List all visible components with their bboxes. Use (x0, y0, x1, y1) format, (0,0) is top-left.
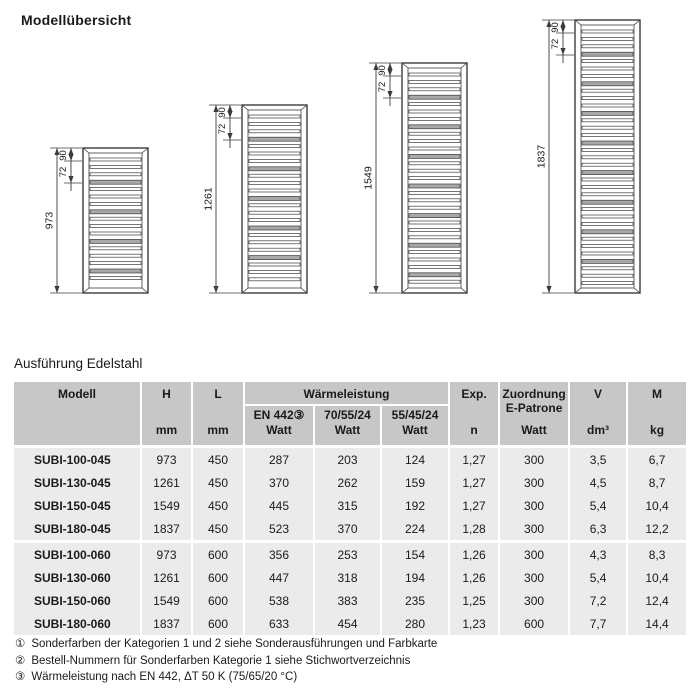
footnote-text: Sonderfarben der Kategorien 1 und 2 siehe Sonderausführungen und Farbkarte (31, 638, 438, 650)
cell-model: SUBI-150-060 (14, 589, 142, 612)
col-header-h: H (142, 382, 193, 423)
footnote-text: Wärmeleistung nach EN 442, ΔT 50 K (75/65/20 °C) (31, 671, 298, 683)
cell-e-patrone: 300 (500, 448, 570, 471)
mid-dim-label: 72 (550, 38, 561, 50)
footnote-mark: ① (15, 638, 26, 650)
cell-volume: 4,5 (570, 471, 628, 494)
cell-volume: 3,5 (570, 448, 628, 471)
table-row (14, 471, 686, 494)
cell-l: 600 (193, 566, 245, 589)
cell-watt-70-55-24: 262 (315, 471, 382, 494)
col-header-zuordnung (500, 382, 570, 423)
unit-en442: Watt (245, 423, 315, 448)
col-header-70-55-24: 70/55/24 (315, 406, 382, 423)
cell-l: 450 (193, 517, 245, 540)
mid-dim-label: 72 (377, 81, 388, 93)
cell-h: 1261 (142, 566, 193, 589)
radiator-svg (532, 17, 650, 298)
cell-model: SUBI-180-045 (14, 517, 142, 540)
cell-l: 600 (193, 540, 245, 566)
cell-watt-55-45-24: 224 (382, 517, 450, 540)
cell-watt-70-55-24: 383 (315, 589, 382, 612)
cell-h: 1837 (142, 612, 193, 635)
col-header-waermeleistung: Wärmeleistung (245, 382, 450, 406)
cell-watt-en442: 287 (245, 448, 315, 471)
height-dim-label: 973 (43, 211, 56, 230)
cell-model: SUBI-130-060 (14, 566, 142, 589)
cell-h: 973 (142, 448, 193, 471)
footnote-mark: ② (15, 654, 26, 667)
height-dim-label: 1261 (202, 187, 215, 211)
cell-exp: 1,26 (450, 566, 500, 589)
footnote (15, 653, 437, 670)
top-dim-label: 90 (58, 150, 69, 161)
cell-e-patrone: 300 (500, 517, 570, 540)
zuordnung-line2: E-Patrone (505, 401, 563, 415)
cell-watt-70-55-24: 253 (315, 540, 382, 566)
model-drawings (0, 0, 700, 330)
cell-h: 973 (142, 540, 193, 566)
footnote (15, 669, 437, 686)
cell-model: SUBI-130-045 (14, 471, 142, 494)
radiator-svg (359, 60, 477, 298)
top-dim-label: 90 (217, 107, 228, 118)
page-title: Modellübersicht (21, 12, 132, 28)
unit-h: mm (142, 423, 193, 448)
cell-watt-en442: 633 (245, 612, 315, 635)
model-overview-table (14, 382, 686, 635)
cell-watt-55-45-24: 194 (382, 566, 450, 589)
cell-exp: 1,25 (450, 589, 500, 612)
cell-watt-55-45-24: 124 (382, 448, 450, 471)
cell-model: SUBI-180-060 (14, 612, 142, 635)
cell-e-patrone: 300 (500, 494, 570, 517)
cell-watt-70-55-24: 315 (315, 494, 382, 517)
mid-dim-label: 72 (58, 166, 69, 178)
cell-l: 450 (193, 471, 245, 494)
unit-55-45-24: Watt (382, 423, 450, 448)
table-row (14, 494, 686, 517)
cell-volume: 4,3 (570, 540, 628, 566)
col-header-v: V (570, 382, 628, 423)
cell-watt-55-45-24: 154 (382, 540, 450, 566)
unit-zuordnung: Watt (500, 423, 570, 448)
cell-watt-55-45-24: 235 (382, 589, 450, 612)
cell-mass: 6,7 (628, 448, 686, 471)
footnote-mark: ③ (15, 671, 26, 683)
radiator-drawing-1837 (532, 17, 650, 303)
cell-watt-70-55-24: 318 (315, 566, 382, 589)
table-row (14, 612, 686, 635)
table-row (14, 589, 686, 612)
cell-volume: 7,2 (570, 589, 628, 612)
cell-watt-en442: 445 (245, 494, 315, 517)
cell-h: 1261 (142, 471, 193, 494)
radiator-drawing-1261 (199, 102, 317, 303)
zuordnung-line1: Zuordnung (502, 387, 566, 401)
col-header-modell: Modell (14, 382, 142, 448)
cell-exp: 1,26 (450, 540, 500, 566)
cell-exp: 1,27 (450, 494, 500, 517)
table-row (14, 448, 686, 471)
cell-watt-en442: 356 (245, 540, 315, 566)
cell-watt-en442: 447 (245, 566, 315, 589)
radiator-drawing-1549 (359, 60, 477, 303)
cell-watt-en442: 538 (245, 589, 315, 612)
cell-h: 1549 (142, 589, 193, 612)
radiator-svg (199, 102, 317, 298)
unit-70-55-24: Watt (315, 423, 382, 448)
footnote-text: Bestell-Nummern für Sonderfarben Kategorie 1 siehe Stichwortverzeichnis (31, 654, 411, 667)
cell-mass: 8,7 (628, 471, 686, 494)
cell-e-patrone: 300 (500, 471, 570, 494)
cell-mass: 10,4 (628, 494, 686, 517)
cell-h: 1549 (142, 494, 193, 517)
col-header-en442: EN 442③ (245, 406, 315, 423)
cell-e-patrone: 300 (500, 589, 570, 612)
col-header-m: M (628, 382, 686, 423)
radiator-drawing-973 (40, 145, 158, 303)
cell-watt-en442: 523 (245, 517, 315, 540)
cell-e-patrone: 300 (500, 540, 570, 566)
height-dim-label: 1837 (535, 144, 548, 169)
cell-exp: 1,28 (450, 517, 500, 540)
top-dim-label: 90 (377, 65, 388, 76)
cell-mass: 12,2 (628, 517, 686, 540)
unit-v: dm³ (570, 423, 628, 448)
cell-model: SUBI-100-060 (14, 540, 142, 566)
cell-model: SUBI-100-045 (14, 448, 142, 471)
cell-exp: 1,27 (450, 448, 500, 471)
cell-volume: 6,3 (570, 517, 628, 540)
table-row (14, 517, 686, 540)
cell-l: 450 (193, 494, 245, 517)
cell-e-patrone: 300 (500, 566, 570, 589)
mid-dim-label: 72 (217, 123, 228, 135)
table-row (14, 566, 686, 589)
cell-watt-70-55-24: 454 (315, 612, 382, 635)
table-row (14, 540, 686, 566)
cell-model: SUBI-150-045 (14, 494, 142, 517)
col-header-exp: Exp. (450, 382, 500, 423)
unit-m: kg (628, 423, 686, 448)
unit-l: mm (193, 423, 245, 448)
footnotes (15, 636, 437, 686)
cell-l: 600 (193, 589, 245, 612)
section-title: Ausführung Edelstahl (14, 356, 143, 371)
cell-mass: 8,3 (628, 540, 686, 566)
cell-l: 450 (193, 448, 245, 471)
cell-exp: 1,23 (450, 612, 500, 635)
height-dim-label: 1549 (362, 166, 375, 190)
radiator-svg (40, 145, 158, 298)
cell-l: 600 (193, 612, 245, 635)
cell-watt-55-45-24: 280 (382, 612, 450, 635)
cell-watt-55-45-24: 192 (382, 494, 450, 517)
cell-watt-70-55-24: 370 (315, 517, 382, 540)
top-dim-label: 90 (550, 22, 561, 33)
cell-watt-en442: 370 (245, 471, 315, 494)
cell-mass: 14,4 (628, 612, 686, 635)
cell-exp: 1,27 (450, 471, 500, 494)
footnote (15, 636, 437, 653)
col-header-l: L (193, 382, 245, 423)
unit-exp: n (450, 423, 500, 448)
cell-watt-55-45-24: 159 (382, 471, 450, 494)
cell-mass: 10,4 (628, 566, 686, 589)
cell-mass: 12,4 (628, 589, 686, 612)
cell-watt-70-55-24: 203 (315, 448, 382, 471)
col-header-55-45-24: 55/45/24 (382, 406, 450, 423)
cell-volume: 5,4 (570, 566, 628, 589)
cell-volume: 5,4 (570, 494, 628, 517)
cell-h: 1837 (142, 517, 193, 540)
cell-volume: 7,7 (570, 612, 628, 635)
cell-e-patrone: 600 (500, 612, 570, 635)
